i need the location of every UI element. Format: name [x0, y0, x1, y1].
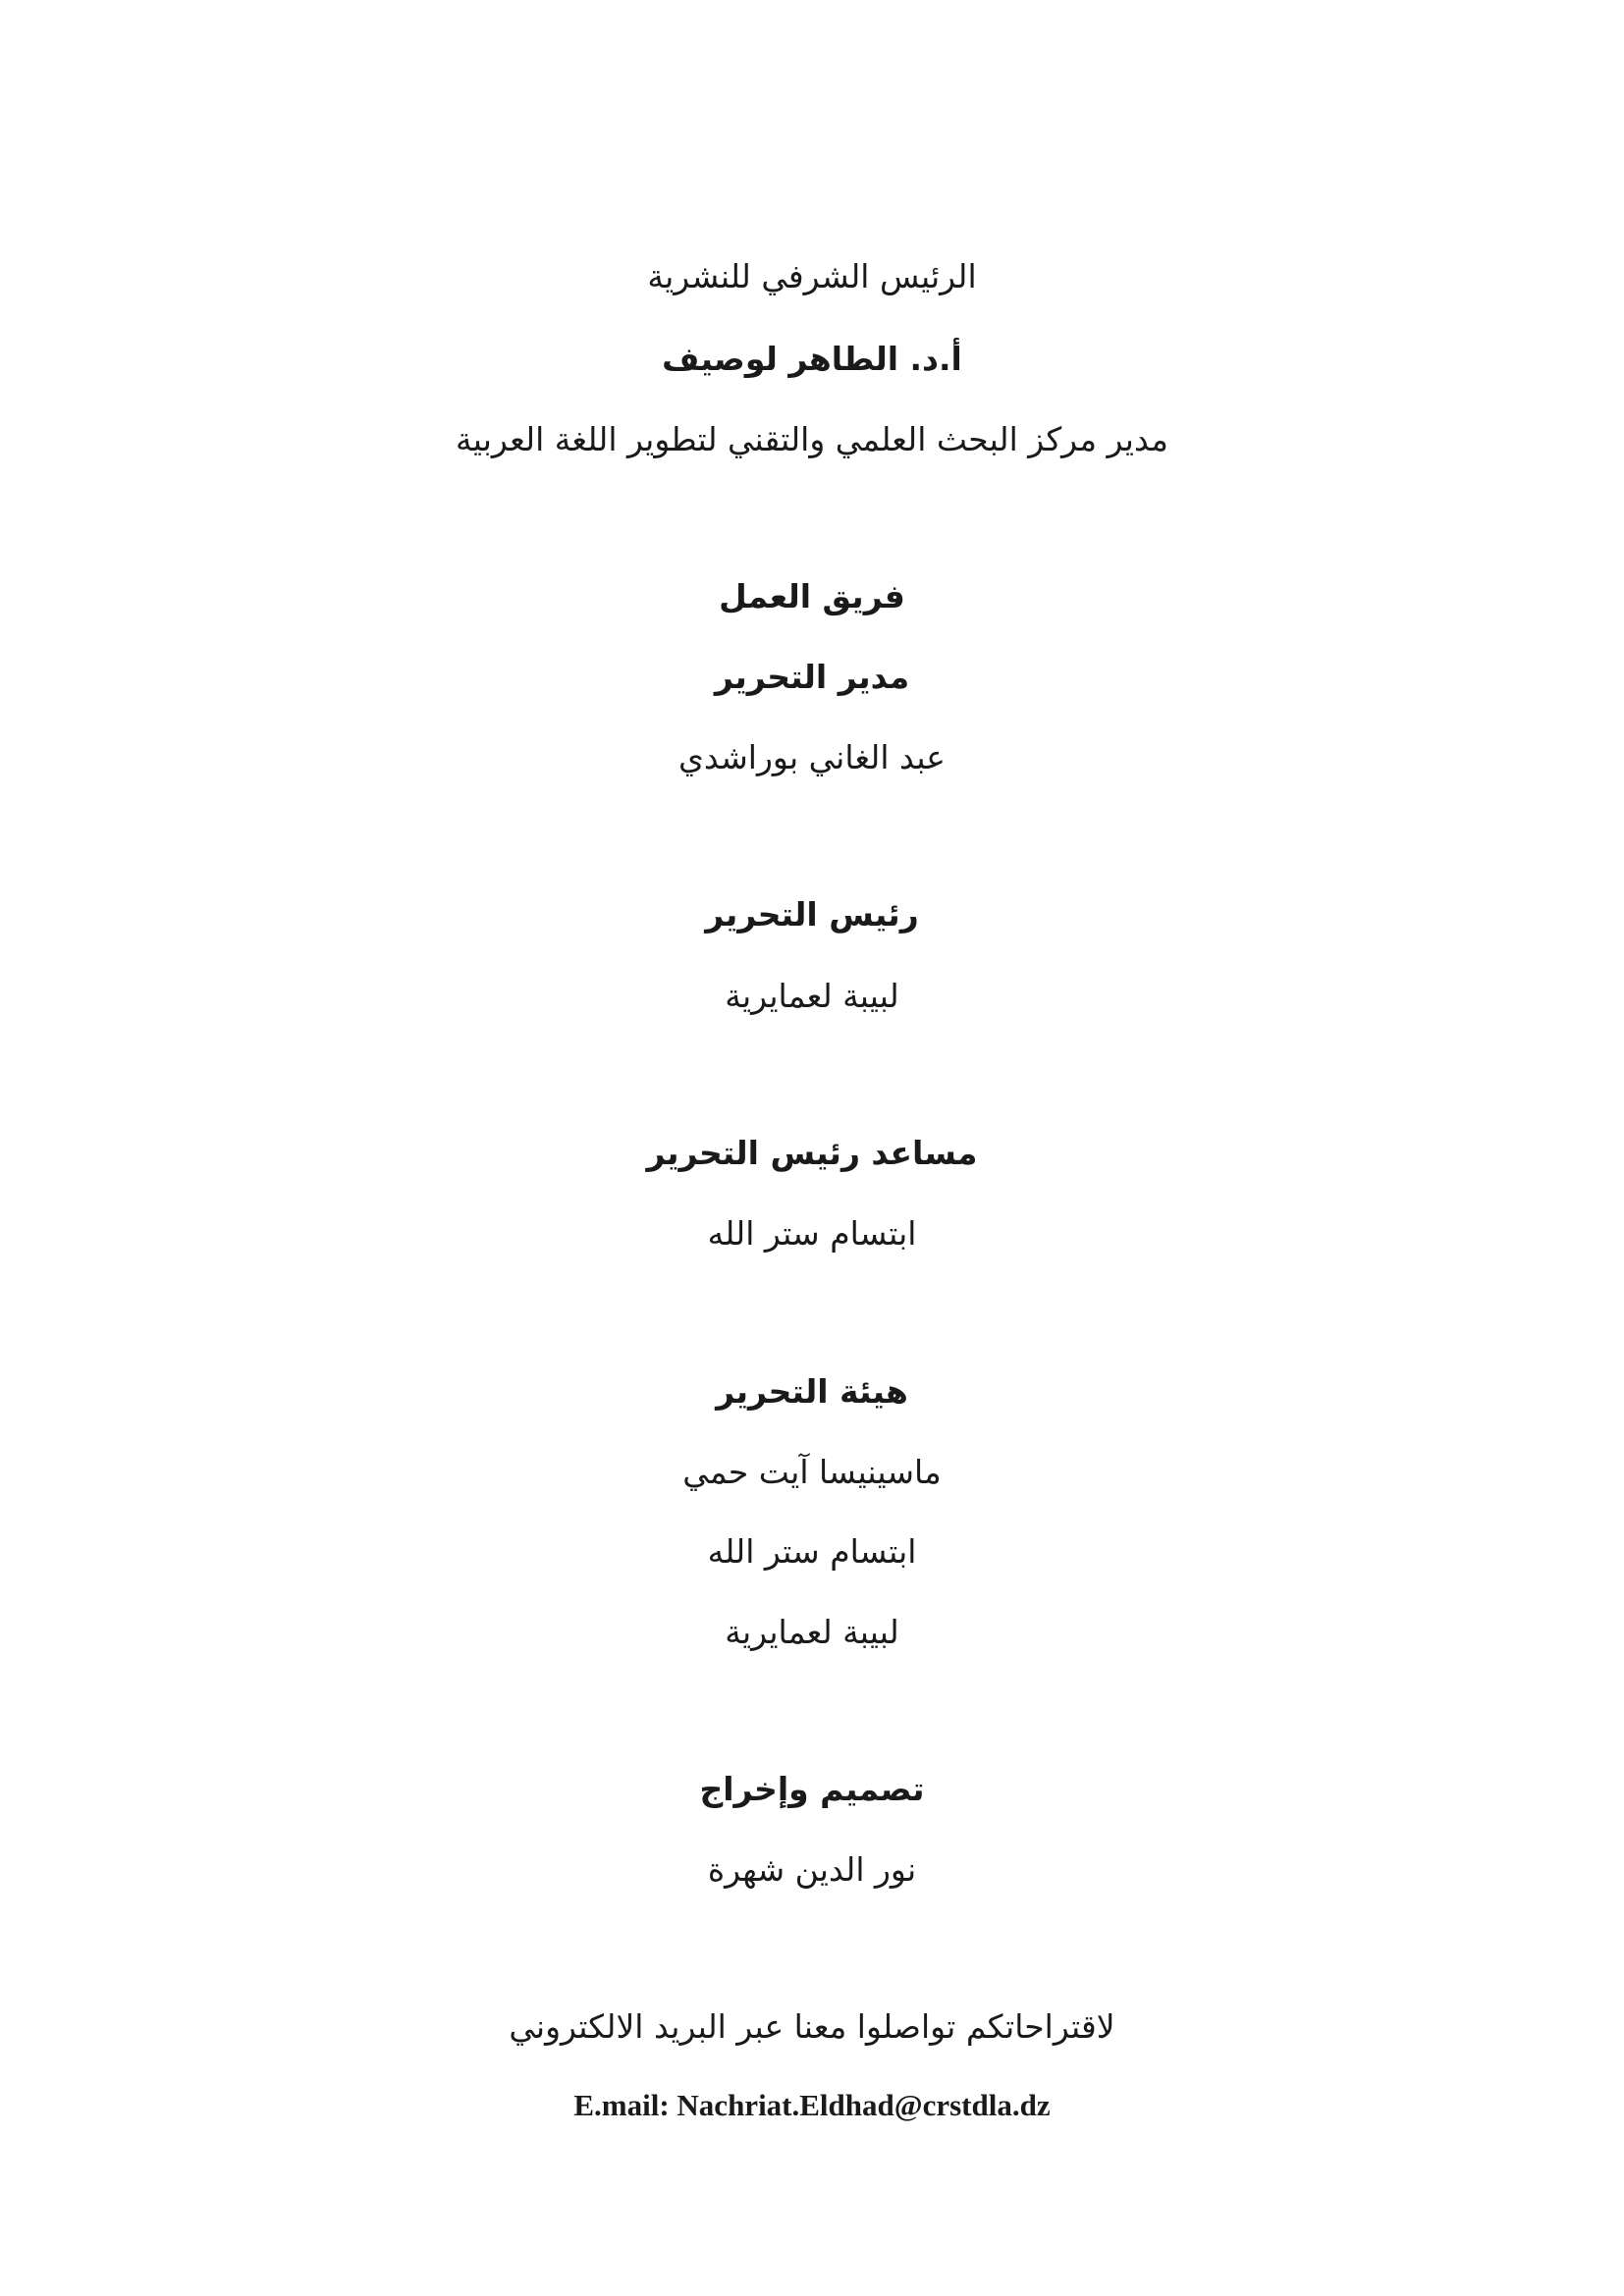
editorial-manager-name: عبد الغاني بوراشدي — [678, 738, 946, 776]
honorary-name: أ.د. الطاهر لوصيف — [662, 340, 962, 378]
contact-email[interactable]: E.mail: Nachriat.Eldhad@crstdla.dz — [573, 2088, 1051, 2122]
assistant-editor-name: ابتسام ستر الله — [707, 1214, 917, 1253]
editorial-manager-label: مدير التحرير — [714, 658, 910, 696]
editor-in-chief-name: لبيبة لعمايرية — [725, 977, 899, 1015]
editorial-board-member: لبيبة لعمايرية — [725, 1613, 899, 1651]
design-label: تصميم وإخراج — [699, 1770, 925, 1808]
contact-text: لاقتراحاتكم تواصلوا معنا عبر البريد الالكتروني — [509, 2007, 1115, 2046]
assistant-editor-label: مساعد رئيس التحرير — [646, 1134, 978, 1172]
design-name: نور الدين شهرة — [707, 1850, 917, 1889]
editorial-board-member: ابتسام ستر الله — [707, 1532, 917, 1571]
editorial-board-label: هيئة التحرير — [716, 1372, 908, 1411]
honorary-position: مدير مركز البحث العلمي والتقني لتطوير اللغة العربية — [456, 420, 1168, 458]
editor-in-chief-label: رئيس التحرير — [705, 895, 919, 934]
honorary-title: الرئيس الشرفي للنشرية — [647, 257, 977, 295]
editorial-board-member: ماسينيسا آيت حمي — [682, 1453, 942, 1491]
team-heading: فريق العمل — [719, 577, 905, 615]
